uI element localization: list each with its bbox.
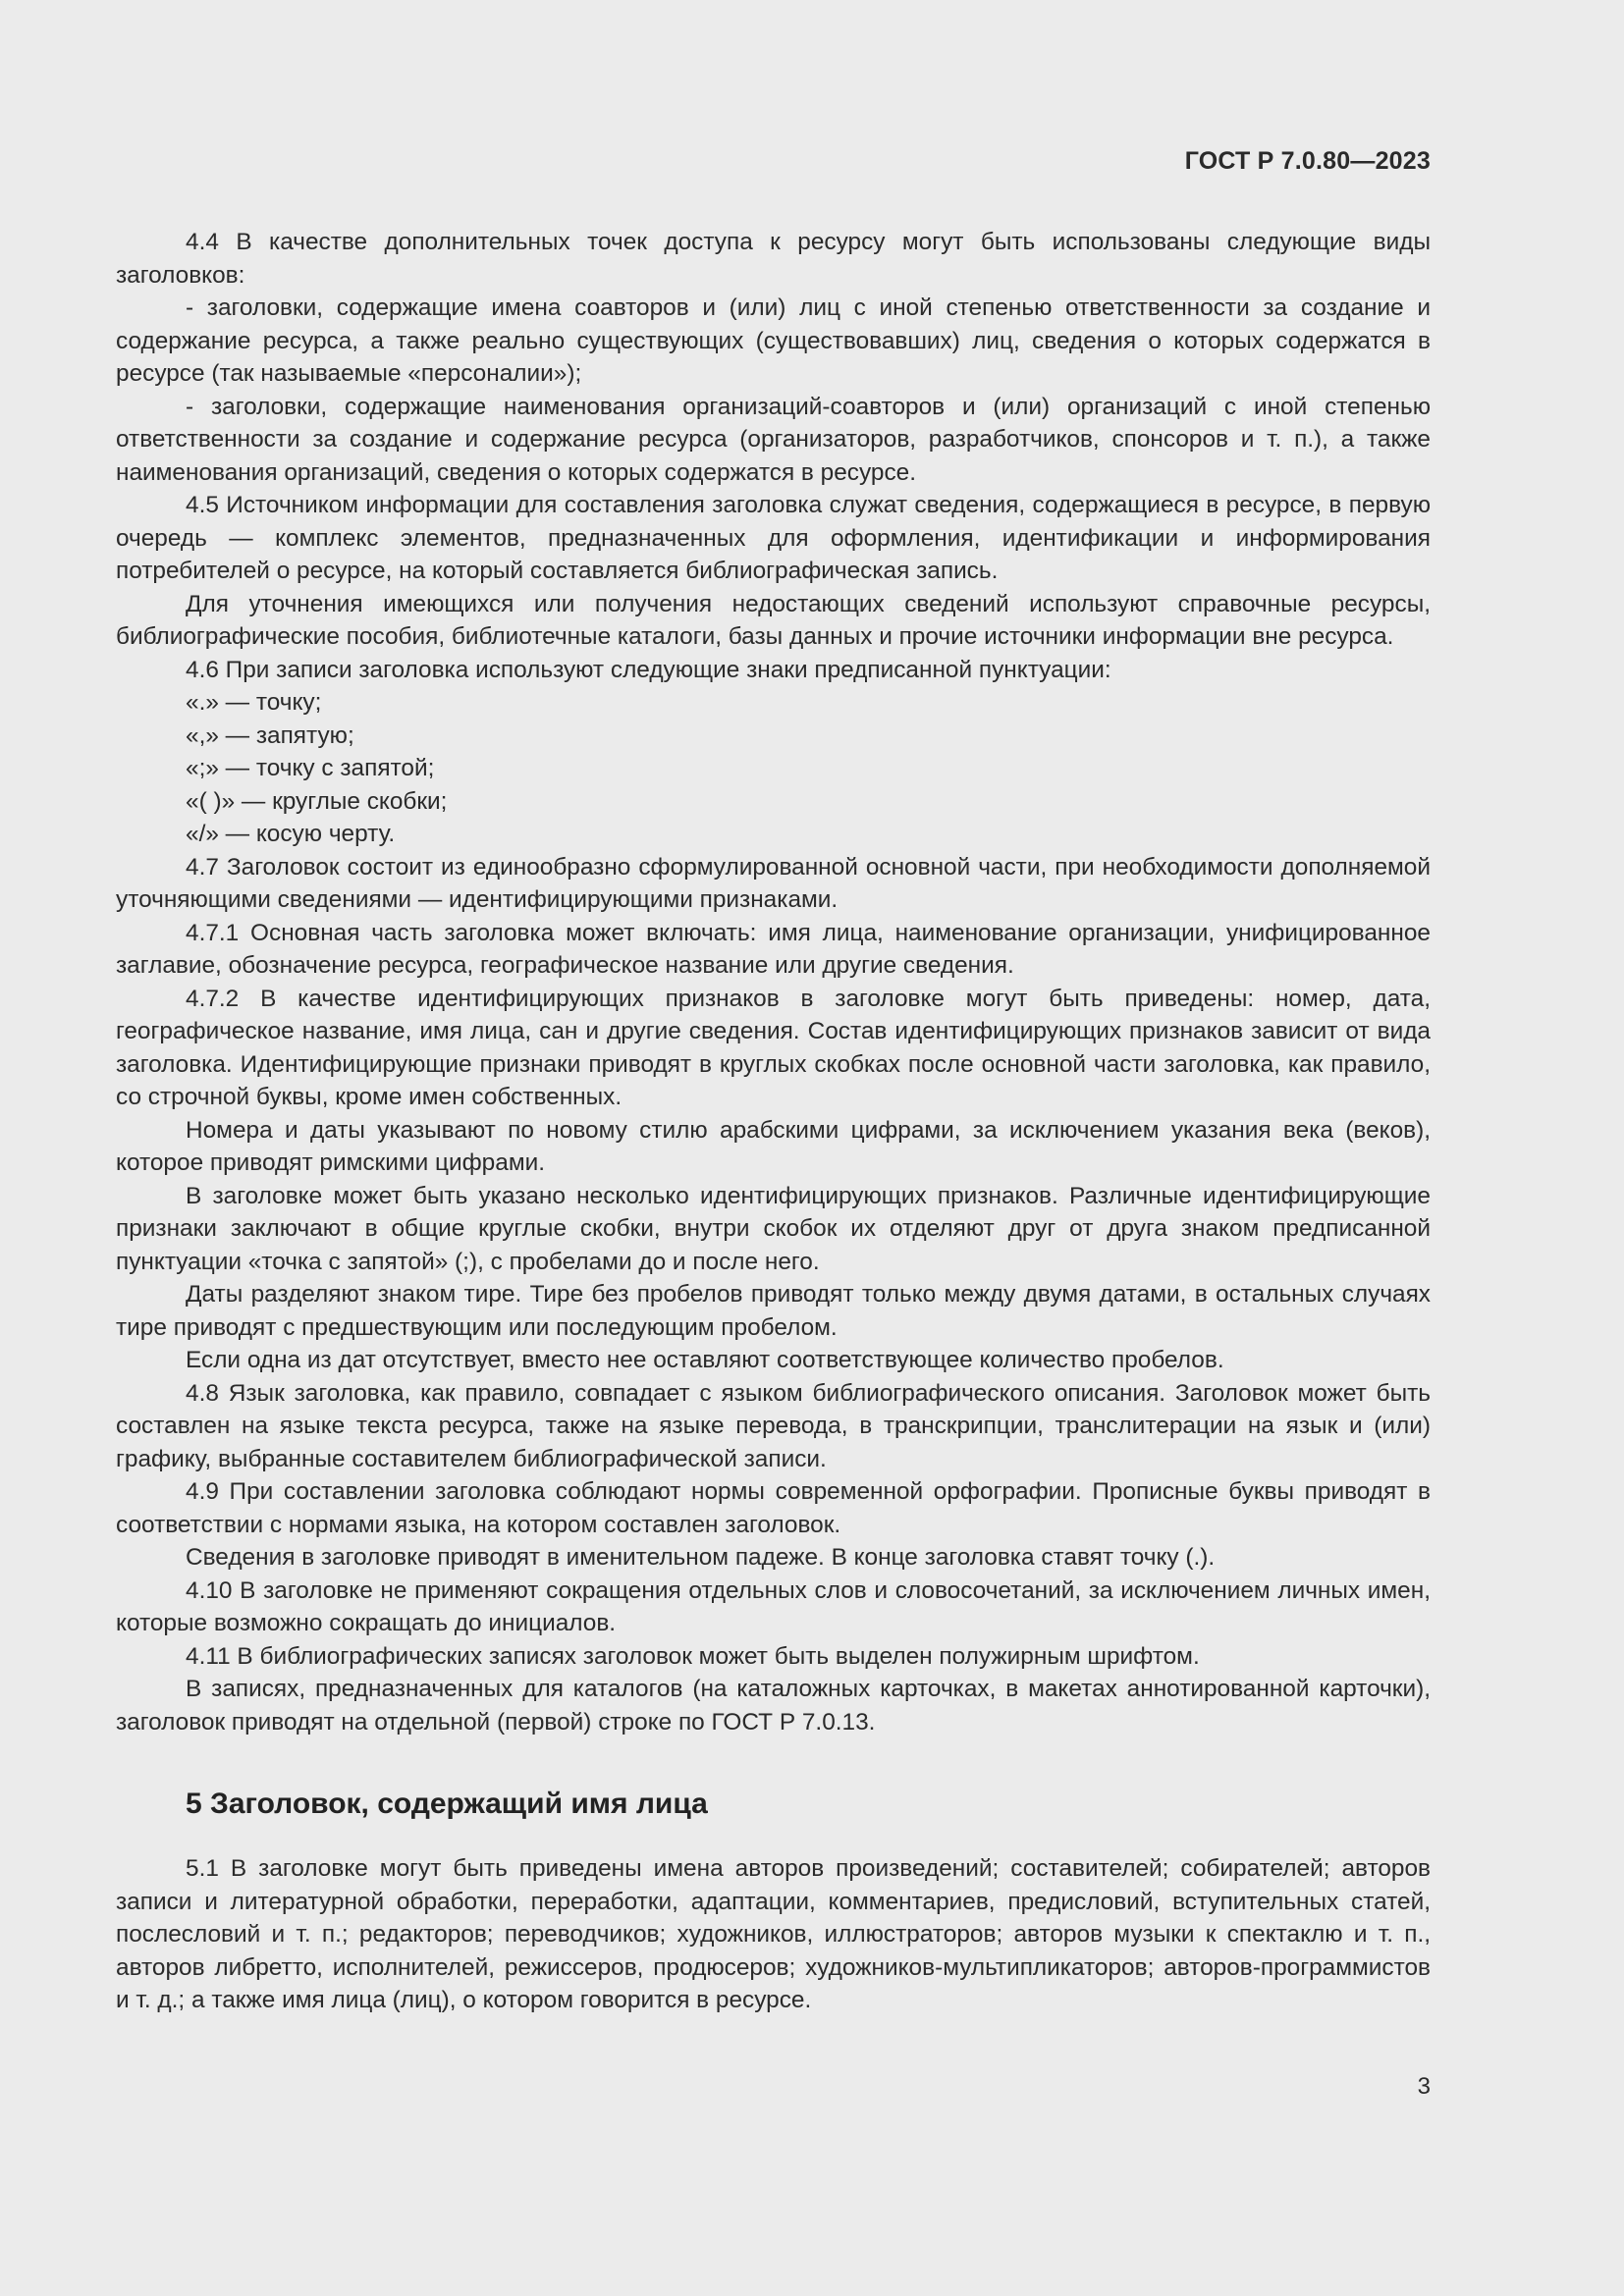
- list-item-organizations: - заголовки, содержащие наименования организаций-соавторов и (или) организаций с иной степенью ответственности за создание и содержание ресурса (организаторов, разработчиков, спонсоров и т. п.), а также наименования организаций, сведения о которых содержатся в ресурсе.: [116, 393, 1431, 486]
- paragraph-5-1: 5.1 В заголовке могут быть приведены имена авторов произведений; составителей; собирателей; авторов записи и литературной обработки, переработки, адаптации, комментариев, предисловий, вступительных статей, послесловий и т. п.; редакторов; переводчиков; художников, иллюстраторов; авторов музыки к спектаклю и т. п., авторов либретто, исполнителей, режиссеров, продюсеров; художников-мультипликаторов; авторов-программистов и т. д.; а также имя лица (лиц), о котором говорится в ресурсе.: [116, 1855, 1431, 2013]
- punctuation-item: «.» — точку;: [186, 689, 322, 716]
- punctuation-item: «( )» — круглые скобки;: [186, 787, 448, 815]
- paragraph-multiple-features: В заголовке может быть указано несколько идентифицирующих признаков. Различные идентифицирующие признаки заключают в общие круглые скобки, внутри скобок их отделяют друг от друга знаком предписанной пунктуации «точка с запятой» (;), с пробелами до и после него.: [116, 1182, 1431, 1275]
- paragraph-4-7-1: 4.7.1 Основная часть заголовка может включать: имя лица, наименование организации, унифицированное заглавие, обозначение ресурса, географическое название или другие сведения.: [116, 919, 1431, 979]
- paragraph-4-11: 4.11 В библиографических записях заголовок может быть выделен полужирным шрифтом.: [186, 1642, 1200, 1670]
- paragraph-dates-numbers: Номера и даты указывают по новому стилю арабскими цифрами, за исключением указания века (веков), которое приводят римскими цифрами.: [116, 1116, 1431, 1176]
- paragraph-4-5-sources: Для уточнения имеющихся или получения недостающих сведений используют справочные ресурсы, библиографические пособия, библиотечные каталоги, базы данных и прочие источники информации вне ресурса.: [116, 590, 1431, 650]
- list-item-personalities: - заголовки, содержащие имена соавторов и (или) лиц с иной степенью ответственности за создание и содержание ресурса, а также реально существующих (существовавших) лиц, сведения о которых содержатся в ресурсе (так называемые «персоналии»);: [116, 294, 1431, 387]
- paragraph-nominative-case: Сведения в заголовке приводят в именительном падеже. В конце заголовка ставят точку (.).: [186, 1544, 1216, 1571]
- paragraph-4-8: 4.8 Язык заголовка, как правило, совпадает с языком библиографического описания. Заголовок может быть составлен на языке текста ресурса, также на языке перевода, в транскрипции, транслитерации на язык и (или) графику, выбранные составителем библиографической записи.: [116, 1379, 1431, 1472]
- paragraph-4-7-2: 4.7.2 В качестве идентифицирующих признаков в заголовке могут быть приведены: номер, дата, географическое название, имя лица, сан и другие сведения. Состав идентифицирующих признаков зависит от вида заголовка. Идентифицирующие признаки приводят в круглых скобках после основной части заголовка, как правило, со строчной буквы, кроме имен собственных.: [116, 985, 1431, 1110]
- paragraph-4-9: 4.9 При составлении заголовка соблюдают нормы современной орфографии. Прописные буквы приводят в соответствии с нормами языка, на котором составлен заголовок.: [116, 1478, 1431, 1538]
- section-heading-5: 5 Заголовок, содержащий имя лица: [186, 1788, 708, 1820]
- paragraph-catalog-records: В записях, предназначенных для каталогов (на каталожных карточках, в макетах аннотированной карточки), заголовок приводят на отдельной (первой) строке по ГОСТ Р 7.0.13.: [116, 1676, 1431, 1735]
- punctuation-item: «/» — косую черту.: [186, 821, 396, 847]
- paragraph-4-10: 4.10 В заголовке не применяют сокращения отдельных слов и словосочетаний, за исключением личных имен, которые возможно сокращать до инициалов.: [116, 1576, 1431, 1636]
- punctuation-item: «,» — запятую;: [186, 721, 354, 749]
- paragraph-4-6: 4.6 При записи заголовка используют следующие знаки предписанной пунктуации:: [186, 656, 1111, 683]
- page-number: 3: [1417, 2073, 1431, 2100]
- paragraph-4-4: 4.4 В качестве дополнительных точек доступа к ресурсу могут быть использованы следующие виды заголовков:: [116, 229, 1431, 289]
- paragraph-4-7: 4.7 Заголовок состоит из единообразно сформулированной основной части, при необходимости дополняемой уточняющими сведениями — идентифицирующими признаками.: [116, 853, 1431, 913]
- paragraph-4-5: 4.5 Источником информации для составления заголовка служат сведения, содержащиеся в ресурсе, в первую очередь — комплекс элементов, предназначенных для оформления, идентификации и информирования потребителей о ресурсе, на который составляется библиографическая запись.: [116, 492, 1431, 584]
- document-body: [116, 226, 1431, 2017]
- document-code: ГОСТ Р 7.0.80—2023: [1184, 147, 1431, 175]
- paragraph-missing-date: Если одна из дат отсутствует, вместо нее оставляют соответствующее количество пробелов.: [186, 1347, 1224, 1373]
- paragraph-date-dash: Даты разделяют знаком тире. Тире без пробелов приводят только между двумя датами, в остальных случаях тире приводят с предшествующим или последующим пробелом.: [116, 1281, 1431, 1341]
- punctuation-item: «;» — точку с запятой;: [186, 755, 435, 781]
